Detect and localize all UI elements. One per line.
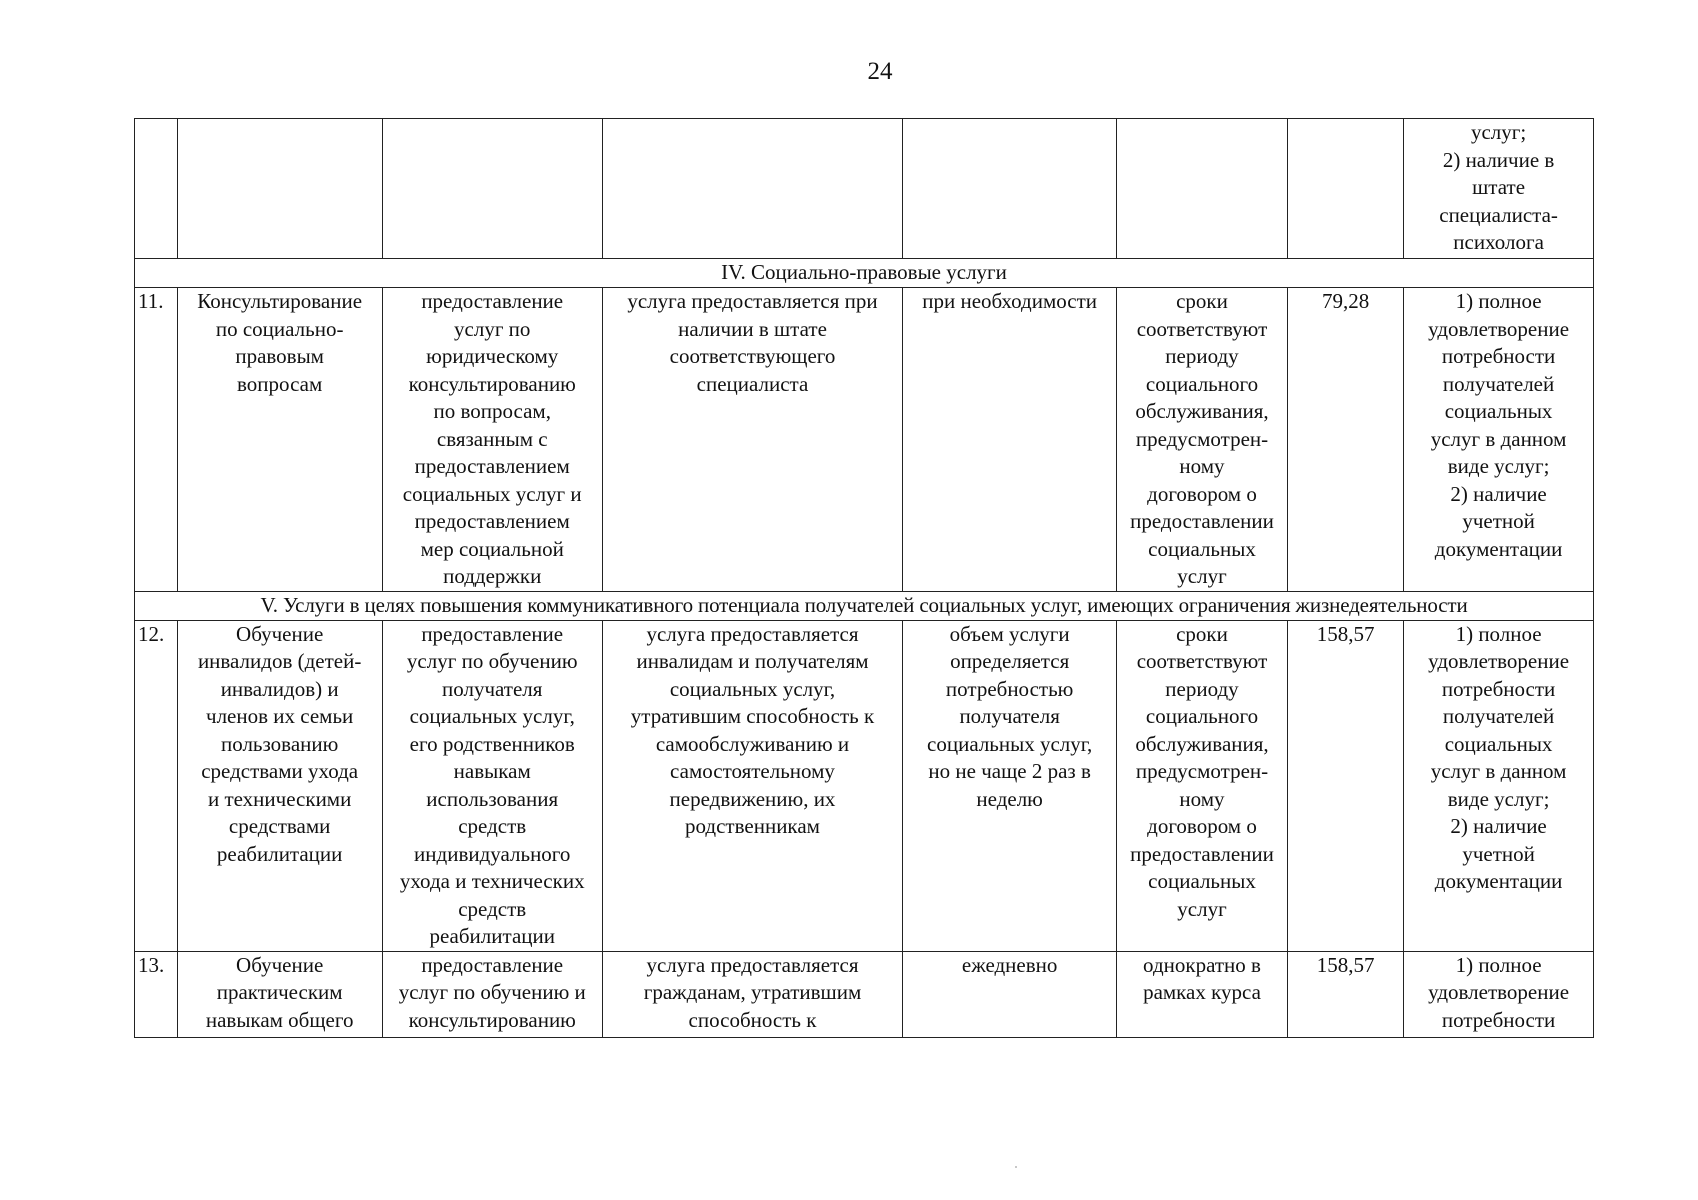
service-quality: 1) полное удовлетворение потребности получателей социальных услуг в данном виде услуг; 2) наличие учетной документации	[1404, 620, 1594, 951]
section-row	[135, 591, 1594, 620]
service-frequency: при необходимости	[903, 288, 1117, 592]
table-row	[135, 620, 1594, 951]
service-duration: сроки соответствуют периоду социального обслуживания, предусмотрен- ному договором о предоставлении социальных услуг	[1116, 288, 1287, 592]
service-quality: услуг; 2) наличие в штате специалиста- психолога	[1404, 119, 1594, 259]
service-conditions	[602, 119, 903, 259]
section-iv-title: IV. Социально-правовые услуги	[135, 259, 1594, 288]
row-number: 11.	[135, 288, 178, 592]
service-name: Консультирование по социально- правовым вопросам	[177, 288, 382, 592]
service-duration	[1116, 119, 1287, 259]
service-content: предоставление услуг по юридическому консультированию по вопросам, связанным с предоставлением социальных услуг и предоставлением мер социальной поддержки	[382, 288, 602, 592]
service-quality: 1) полное удовлетворение потребности получателей социальных услуг в данном виде услуг; 2) наличие учетной документации	[1404, 288, 1594, 592]
service-content: предоставление услуг по обучению получателя социальных услуг, его родственников навыкам использования средств индивидуального ухода и технических средств реабилитации	[382, 620, 602, 951]
service-name	[177, 119, 382, 259]
table-row	[135, 119, 1594, 259]
section-row	[135, 259, 1594, 288]
service-content	[382, 119, 602, 259]
row-number	[135, 119, 178, 259]
service-frequency	[903, 119, 1117, 259]
page-number: 24	[867, 58, 893, 85]
scan-speck	[1015, 1166, 1017, 1168]
service-content: предоставление услуг по обучению и консультированию	[382, 951, 602, 1037]
table-row	[135, 288, 1594, 592]
service-conditions: услуга предоставляется при наличии в штате соответствующего специалиста	[602, 288, 903, 592]
service-duration: однократно в рамках курса	[1116, 951, 1287, 1037]
service-conditions: услуга предоставляется инвалидам и получателям социальных услуг, утратившим способность к самообслуживанию и самостоятельному передвижению, их родственникам	[602, 620, 903, 951]
service-frequency: ежедневно	[903, 951, 1117, 1037]
row-number: 13.	[135, 951, 178, 1037]
service-cost: 158,57	[1288, 620, 1404, 951]
service-quality: 1) полное удовлетворение потребности	[1404, 951, 1594, 1037]
service-cost: 158,57	[1288, 951, 1404, 1037]
service-frequency: объем услуги определяется потребностью получателя социальных услуг, но не чаще 2 раз в неделю	[903, 620, 1117, 951]
services-table	[134, 118, 1594, 1038]
row-number: 12.	[135, 620, 178, 951]
table-row	[135, 951, 1594, 1037]
service-conditions: услуга предоставляется гражданам, утратившим способность к	[602, 951, 903, 1037]
service-cost	[1288, 119, 1404, 259]
section-v-title: V. Услуги в целях повышения коммуникативного потенциала получателей социальных услуг, имеющих ограничения жизнедеятельности	[135, 591, 1594, 620]
service-name: Обучение инвалидов (детей- инвалидов) и членов их семьи пользованию средствами ухода и техническими средствами реабилитации	[177, 620, 382, 951]
service-duration: сроки соответствуют периоду социального обслуживания, предусмотрен- ному договором о предоставлении социальных услуг	[1116, 620, 1287, 951]
service-cost: 79,28	[1288, 288, 1404, 592]
service-name: Обучение практическим навыкам общего	[177, 951, 382, 1037]
